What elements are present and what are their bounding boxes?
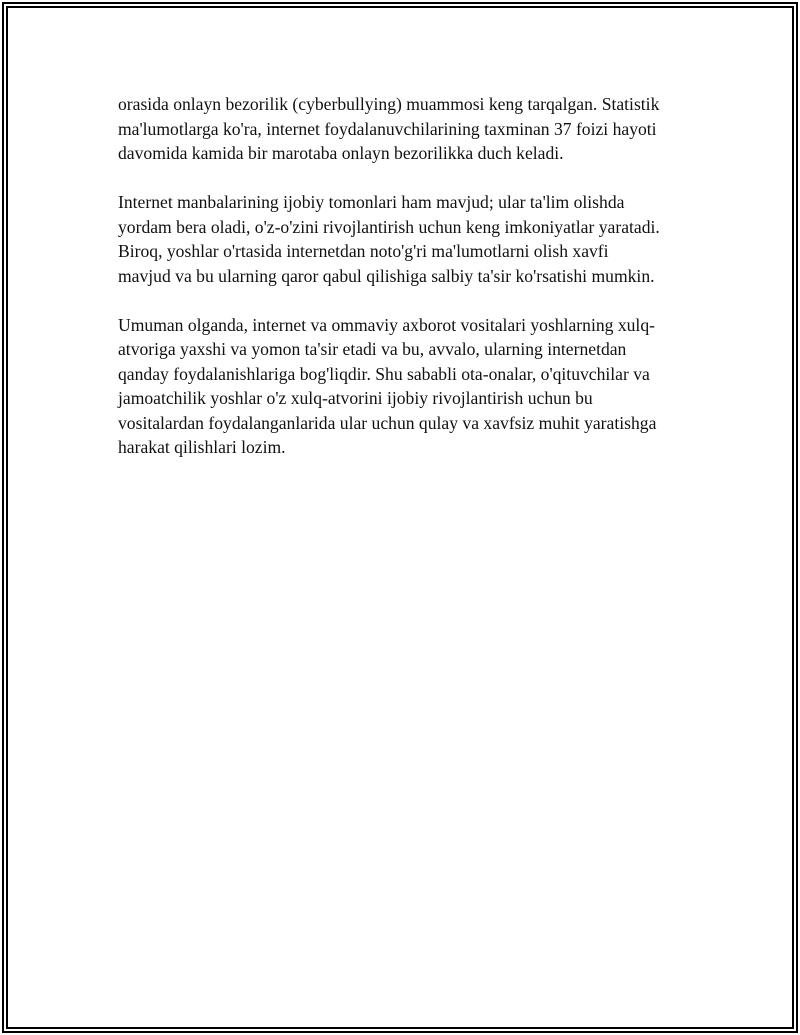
paragraph-positive-aspects (118, 190, 698, 288)
text-line: vositalardan foydalanganlarida ular uchun qulay va xavfsiz muhit yaratishga (118, 412, 657, 433)
text-line: yordam bera oladi, o'z-o'zini rivojlantirish uchun keng imkoniyatlar yaratadi. (118, 216, 660, 237)
text-line: orasida onlayn bezorilik (cyberbullying) muammosi keng tarqalgan. Statistik (118, 94, 660, 114)
document-body (118, 92, 698, 484)
text-line: Internet manbalarining ijobiy tomonlari ham mavjud; ular ta'lim olishda (118, 192, 625, 212)
paragraph-cyberbullying (118, 92, 698, 166)
text-line: harakat qilishlari lozim. (118, 437, 286, 457)
text-line: ma'lumotlarga ko'ra, internet foydalanuvchilarining taxminan 37 foizi hayoti (118, 118, 657, 139)
text-line: atvoriga yaxshi va yomon ta'sir etadi va bu, avvalo, ularning internetdan (118, 339, 627, 359)
text-line: Biroq, yoshlar o'rtasida internetdan noto'g'ri ma'lumotlarni olish xavfi (118, 241, 609, 261)
text-line: jamoatchilik yoshlar o'z xulq-atvorini ijobiy rivojlantirish uchun bu (118, 388, 593, 408)
paragraph-conclusion (118, 313, 698, 460)
text-line: qanday foydalanishlariga bog'liqdir. Shu sababli ota-onalar, o'qituvchilar va (118, 363, 650, 384)
text-line: mavjud va bu ularning qaror qabul qilishiga salbiy ta'sir ko'rsatishi mumkin. (118, 265, 655, 286)
text-line: davomida kamida bir marotaba onlayn bezorilikka duch keladi. (118, 143, 564, 163)
text-line: Umuman olganda, internet va ommaviy axborot vositalari yoshlarning xulq- (118, 314, 655, 335)
